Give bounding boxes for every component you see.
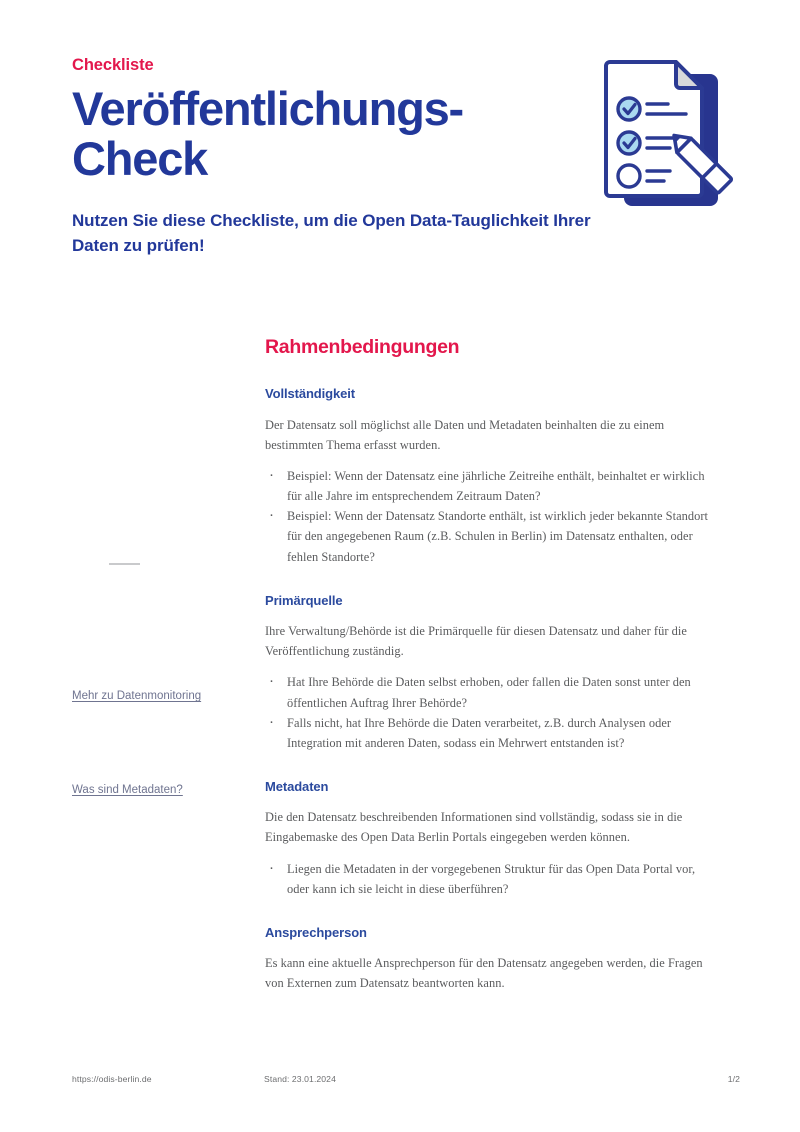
sidebar-link-metadaten[interactable]: Was sind Metadaten? [72, 784, 183, 796]
list-item: · Hat Ihre Behörde die Daten selbst erhoben, oder fallen die Daten sonst unter den öffentlichen Auftrag Ihrer Behörde? [265, 672, 720, 712]
sidebar-link-datenmonitoring[interactable]: Mehr zu Datenmonitoring [72, 690, 202, 702]
main-content [265, 336, 720, 994]
footer-page-number: 1/2 [727, 1074, 740, 1084]
content-block [265, 386, 720, 566]
checklist-clipboard-icon [598, 52, 748, 217]
list-item: · Falls nicht, hat Ihre Behörde die Daten verarbeitet, z.B. durch Analysen oder Integration mit anderen Daten, sodass ein Mehrwert entstanden ist? [265, 713, 720, 753]
bullet-list [265, 672, 720, 752]
subsection-paragraph: Es kann eine aktuelle Ansprechperson für den Datensatz angegeben werden, die Fragen von Externen zum Datensatz beantworten kann. [265, 956, 703, 991]
list-item: · Beispiel: Wenn der Datensatz Standorte enthält, ist wirklich jeder bekannte Standort für den angegebenen Raum (z.B. Schulen in Berlin) im Datensatz enthalten, oder fehlen Standorte? [265, 506, 720, 566]
subsection-heading: Ansprechperson [265, 924, 367, 940]
subsection-paragraph: Ihre Verwaltung/Behörde ist die Primärquelle für diesen Datensatz und daher für die Veröffentlichung zuständig. [265, 624, 687, 659]
document-kicker: Checkliste [72, 56, 154, 74]
footer-date: Stand: 23.01.2024 [264, 1074, 336, 1084]
subsection-heading: Primärquelle [265, 592, 343, 608]
list-item: · Liegen die Metadaten in der vorgegebenen Struktur für das Open Data Portal vor, oder kann ich sie leicht in diese überführen? [265, 859, 720, 899]
section-title: Rahmenbedingungen [265, 336, 460, 358]
list-item: · Beispiel: Wenn der Datensatz eine jährliche Zeitreihe enthält, beinhaltet er wirklich für alle Jahre im entsprechendem Zeitraum Daten? [265, 466, 720, 506]
bullet-list [265, 466, 720, 566]
content-block [265, 925, 720, 994]
footer-url[interactable]: https://odis-berlin.de [72, 1074, 152, 1084]
content-block [265, 593, 720, 753]
page-footer [72, 1074, 740, 1088]
page-title: Veröffentlichungs-Check [72, 81, 463, 185]
subsection-heading: Vollständigkeit [265, 386, 355, 402]
subsection-heading: Metadaten [265, 778, 329, 794]
document-subtitle: Nutzen Sie diese Checkliste, um die Open Data-Tauglichkeit Ihrer Daten zu prüfen! [72, 211, 591, 256]
bullet-list [265, 859, 720, 899]
content-block [265, 779, 720, 899]
sidebar-divider [109, 563, 140, 565]
subsection-paragraph: Der Datensatz soll möglichst alle Daten und Metadaten beinhalten die zu einem bestimmten Thema erfasst wurden. [265, 417, 665, 453]
subsection-paragraph: Die den Datensatz beschreibenden Informationen sind vollständig, sodass sie in die Eingabemaske des Open Data Berlin Portals eingegeben werden können. [265, 810, 683, 845]
